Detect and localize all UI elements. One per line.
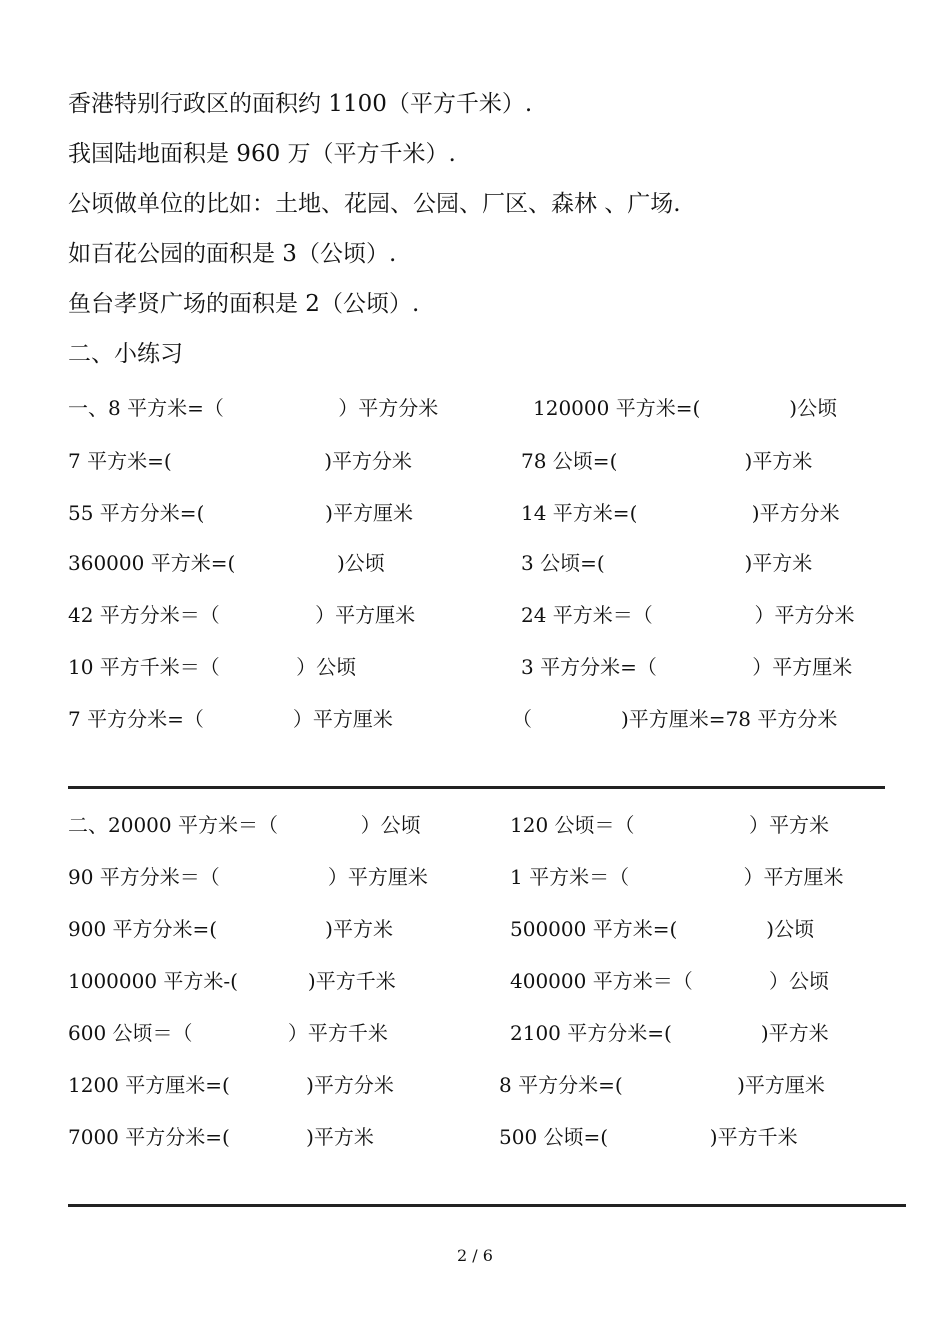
exercise-item: 42 平方分米＝（ ）平方厘米 bbox=[68, 603, 416, 627]
exercise-item: 1000000 平方米-( )平方千米 bbox=[68, 969, 396, 993]
exercise-item: （ )平方厘米=78 平方分米 bbox=[512, 707, 838, 731]
exercise-item: 600 公顷＝（ ）平方千米 bbox=[68, 1021, 388, 1045]
exercise-item: 8 平方分米=( )平方厘米 bbox=[499, 1073, 825, 1097]
exercise-item: 120 公顷＝（ ）平方米 bbox=[510, 813, 829, 837]
exercise-item: 360000 平方米=( )公顷 bbox=[68, 551, 385, 575]
divider bbox=[68, 1204, 906, 1207]
exercise-item: 1200 平方厘米=( )平方分米 bbox=[68, 1073, 394, 1097]
intro-line-1: 香港特别行政区的面积约 1100（平方千米）. bbox=[68, 91, 533, 117]
exercise-item: 14 平方米=( )平方分米 bbox=[521, 501, 840, 525]
exercise-item: 500000 平方米=( )公顷 bbox=[510, 917, 815, 941]
exercise-item: 78 公顷=( )平方米 bbox=[521, 449, 813, 473]
exercise-item: 900 平方分米=( )平方米 bbox=[68, 917, 393, 941]
exercise-item: 二、20000 平方米＝（ ）公顷 bbox=[68, 813, 421, 837]
exercise-item: 1 平方米＝（ ）平方厘米 bbox=[510, 865, 844, 889]
intro-line-3: 公顷做单位的比如：土地、花园、公园、厂区、森林 、广场. bbox=[68, 191, 681, 217]
exercise-item: 55 平方分米=( )平方厘米 bbox=[68, 501, 413, 525]
divider bbox=[68, 786, 885, 789]
exercise-item: 3 公顷=( )平方米 bbox=[521, 551, 813, 575]
exercise-item: 120000 平方米=( )公顷 bbox=[533, 396, 838, 420]
practice-heading: 二、小练习 bbox=[68, 341, 183, 367]
exercise-item: 3 平方分米=（ ）平方厘米 bbox=[521, 655, 853, 679]
exercise-item: 10 平方千米＝（ ）公顷 bbox=[68, 655, 357, 679]
intro-line-4: 如百花公园的面积是 3（公顷）. bbox=[68, 241, 397, 267]
exercise-item: 500 公顷=( )平方千米 bbox=[499, 1125, 798, 1149]
exercise-item: 7000 平方分米=( )平方米 bbox=[68, 1125, 374, 1149]
intro-line-5: 鱼台孝贤广场的面积是 2（公顷）. bbox=[68, 291, 420, 317]
exercise-item: 7 平方米=( )平方分米 bbox=[68, 449, 413, 473]
exercise-item: 2100 平方分米=( )平方米 bbox=[510, 1021, 829, 1045]
exercise-item: 一、8 平方米=（ ）平方分米 bbox=[68, 396, 439, 420]
page-number: 2 / 6 bbox=[457, 1246, 493, 1265]
exercise-item: 400000 平方米＝（ ）公顷 bbox=[510, 969, 829, 993]
exercise-item: 7 平方分米=（ ）平方厘米 bbox=[68, 707, 393, 731]
exercise-item: 24 平方米＝（ ）平方分米 bbox=[521, 603, 855, 627]
exercise-item: 90 平方分米＝（ ）平方厘米 bbox=[68, 865, 428, 889]
intro-line-2: 我国陆地面积是 960 万（平方千米）. bbox=[68, 141, 456, 167]
